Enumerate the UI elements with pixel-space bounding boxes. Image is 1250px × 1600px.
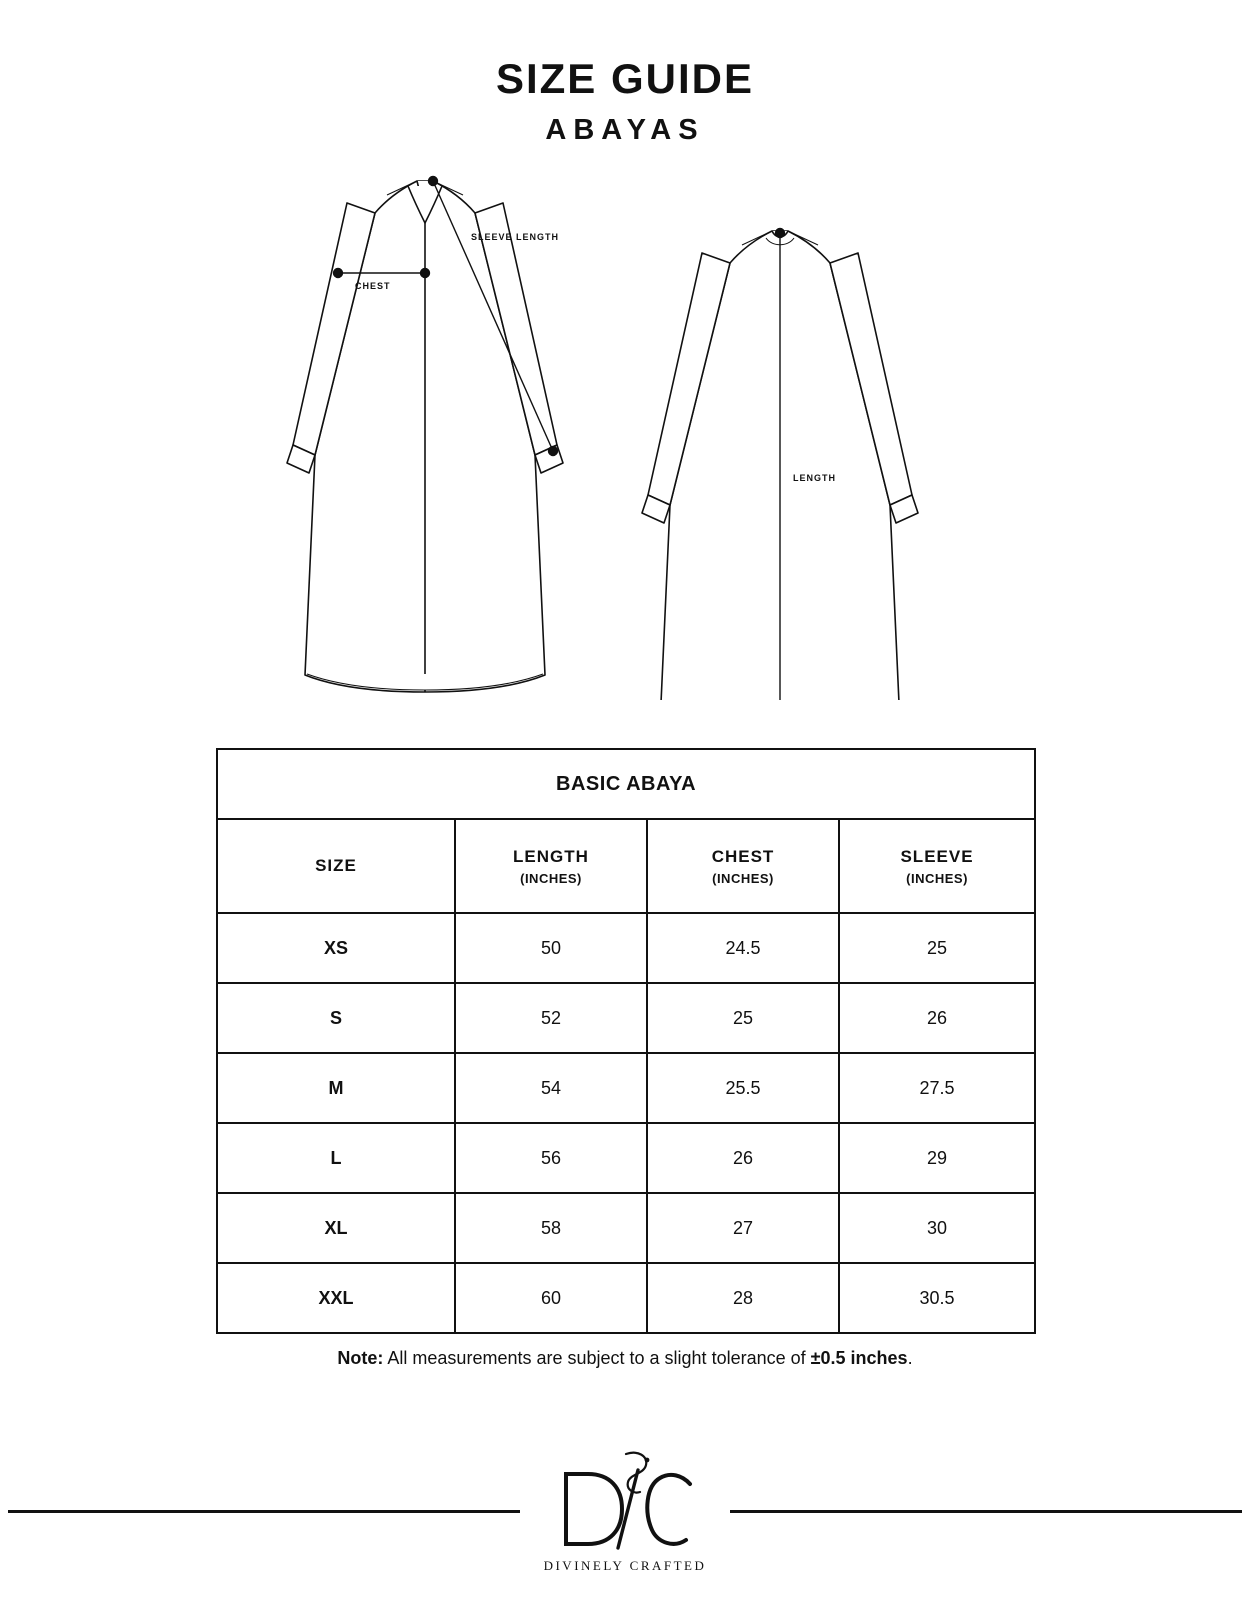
column-header-chest-label: CHEST [711, 846, 775, 866]
abaya-illustration [0, 155, 1250, 715]
column-header-sleeve [839, 819, 1035, 913]
cell-sleeve: 30 [839, 1193, 1035, 1263]
note-emphasis: ±0.5 inches [810, 1348, 908, 1368]
cell-length: 58 [455, 1193, 647, 1263]
size-table-container [216, 748, 1034, 1334]
note-text-before: All measurements are subject to a slight tolerance of [383, 1348, 811, 1368]
page-subtitle: ABAYAS [545, 114, 705, 147]
cell-size: S [217, 983, 455, 1053]
cell-sleeve: 27.5 [839, 1053, 1035, 1123]
table-row [217, 1263, 1035, 1333]
cell-sleeve: 29 [839, 1123, 1035, 1193]
brand-name: DIVINELY CRAFTED [543, 1558, 707, 1573]
cell-length: 60 [455, 1263, 647, 1333]
cell-length: 56 [455, 1123, 647, 1193]
cell-chest: 28 [647, 1263, 839, 1333]
column-header-size [217, 819, 455, 913]
table-row [217, 1123, 1035, 1193]
cell-chest: 25.5 [647, 1053, 839, 1123]
page-title: SIZE GUIDE [495, 55, 755, 102]
page-header [0, 0, 1250, 147]
column-header-chest-unit: (INCHES) [712, 870, 774, 886]
footer [0, 1420, 1250, 1600]
front-abaya-illustration [287, 181, 563, 692]
column-header-length [455, 819, 647, 913]
cell-chest: 26 [647, 1123, 839, 1193]
cell-length: 54 [455, 1053, 647, 1123]
column-header-chest [647, 819, 839, 913]
cell-sleeve: 25 [839, 913, 1035, 983]
table-row [217, 1193, 1035, 1263]
table-row [217, 1053, 1035, 1123]
note-text-after: . [907, 1348, 913, 1368]
cell-length: 52 [455, 983, 647, 1053]
logo-monogram-icon [0, 1448, 1250, 1552]
length-label: LENGTH [793, 473, 836, 484]
sleeve-length-label: SLEEVE LENGTH [471, 232, 560, 243]
column-header-sleeve-label: SLEEVE [900, 846, 974, 866]
chest-label: CHEST [355, 281, 391, 292]
cell-size: XXL [217, 1263, 455, 1333]
column-header-length-label: LENGTH [513, 846, 589, 866]
column-header-sleeve-unit: (INCHES) [906, 870, 968, 886]
abaya-technical-drawing [275, 155, 975, 700]
cell-size: M [217, 1053, 455, 1123]
table-header-row [217, 819, 1035, 913]
table-title-row [217, 749, 1035, 819]
note-prefix: Note: [337, 1348, 384, 1368]
tolerance-note [0, 1348, 1250, 1369]
cell-sleeve: 30.5 [839, 1263, 1035, 1333]
cell-chest: 25 [647, 983, 839, 1053]
cell-size: L [217, 1123, 455, 1193]
column-header-length-unit: (INCHES) [520, 870, 582, 886]
cell-chest: 27 [647, 1193, 839, 1263]
cell-length: 50 [455, 913, 647, 983]
table-row [217, 913, 1035, 983]
column-header-size-label: SIZE [315, 856, 357, 875]
table-row [217, 983, 1035, 1053]
table-title: BASIC ABAYA [217, 749, 1035, 819]
size-table [216, 748, 1036, 1334]
cell-size: XL [217, 1193, 455, 1263]
brand-logo [0, 1448, 1250, 1574]
cell-size: XS [217, 913, 455, 983]
cell-sleeve: 26 [839, 983, 1035, 1053]
cell-chest: 24.5 [647, 913, 839, 983]
